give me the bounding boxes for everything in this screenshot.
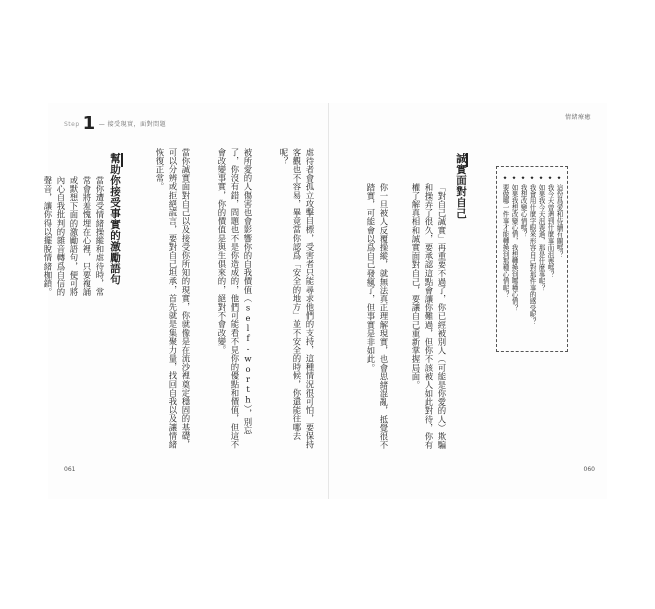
- bullet-icon: ◆: [547, 175, 553, 182]
- bullet-icon: ◆: [529, 175, 535, 182]
- running-header-left: [64, 112, 167, 134]
- list-item: ◆ 要做哪一件事才能轉換到那種心情呢？: [501, 175, 509, 299]
- checklist: [500, 167, 567, 351]
- paragraph: 你一旦被人反覆操縱，就無法真正理解現實，也會思緒混亂，抵覺很不踏實，可能會以爲自己發瘋了，但事實是非如此。: [366, 183, 389, 450]
- list-item: ◆ 我想改變心情嗎？: [519, 175, 527, 238]
- bullet-icon: ◆: [502, 175, 508, 182]
- bullet-icon: ◆: [520, 175, 526, 182]
- bullet-icon: ◆: [556, 175, 562, 182]
- paragraph: 虐待者會孤立攻擊目標，受害者只能尋求他們的支持，這種情況很可怕，要保持客觀也不容易，畢竟當你認爲「安全的地方」並不安全的時候，你還能往哪去呢？: [279, 148, 315, 449]
- chapter-number: 1: [82, 113, 96, 134]
- page-gutter: [328, 103, 329, 499]
- list-item: ◆ 如果我想改變心情，我想轉換到哪種心情？: [510, 175, 518, 312]
- page-number-right: 060: [583, 466, 595, 473]
- list-item: ◆ 如果我今天沮喪過，那是什麼事呢？: [537, 175, 545, 292]
- bullet-icon: ◆: [538, 175, 544, 182]
- page-number-left: 061: [64, 466, 76, 473]
- running-header-right: 情緒療癒: [564, 114, 591, 121]
- section-heading: 幫助你接受事實的激勵語句: [109, 153, 121, 285]
- bullet-icon: ◆: [511, 175, 517, 182]
- list-item: ◆ 我會用什麼字眼來形容自己對那件事的感受呢？: [528, 175, 536, 325]
- paragraph: 當你誠實面對自己以及接受你所知的現實，你就像是在流沙裡奠定穩固的基礎，可以分辨或拒絕謊言，要對自己坦承，首先就是集聚力量，找回自我以及讓情緒恢復正常。: [155, 148, 191, 449]
- paragraph: 當你遭受情緒操縱和虐待時，常常會將羞愧埋在心裡，只要複誦或默想下面的激勵語句，便可將內心自我批判的雜音轉爲自信的聲音，讓你得以擺脫情緒枷鎖。: [43, 176, 105, 297]
- list-item: ◆ 這份爲愛和侍續有關嗎？: [555, 175, 563, 258]
- section-heading: 誠實面對自己: [455, 153, 467, 219]
- list-item: ◆ 我今天曾遇到什麼事而沮喪嗎？: [546, 175, 554, 278]
- paragraph: 「對自己誠實」再重要不過了，你已經被別人（可能是你愛的人）欺騙和操弄了很久，要承認這點會讓你難過，但你不該被人如此對待，你有權了解真相和誠實面對自己，要讓自己重新掌握局面。: [411, 183, 447, 450]
- step-label: Step: [64, 121, 80, 128]
- chapter-title: — 接受現實，面對問題: [98, 121, 167, 128]
- checklist-box: [496, 166, 568, 352]
- paragraph: 被所愛的人傷害也會影響你的自我價值（self-worth），別忘了，你沒有錯，問題也不是你造成的，他們可能看不見你的優點和價值，但這不會改變事實，你的價值是與生俱來的，絕對不會改變。: [217, 148, 253, 449]
